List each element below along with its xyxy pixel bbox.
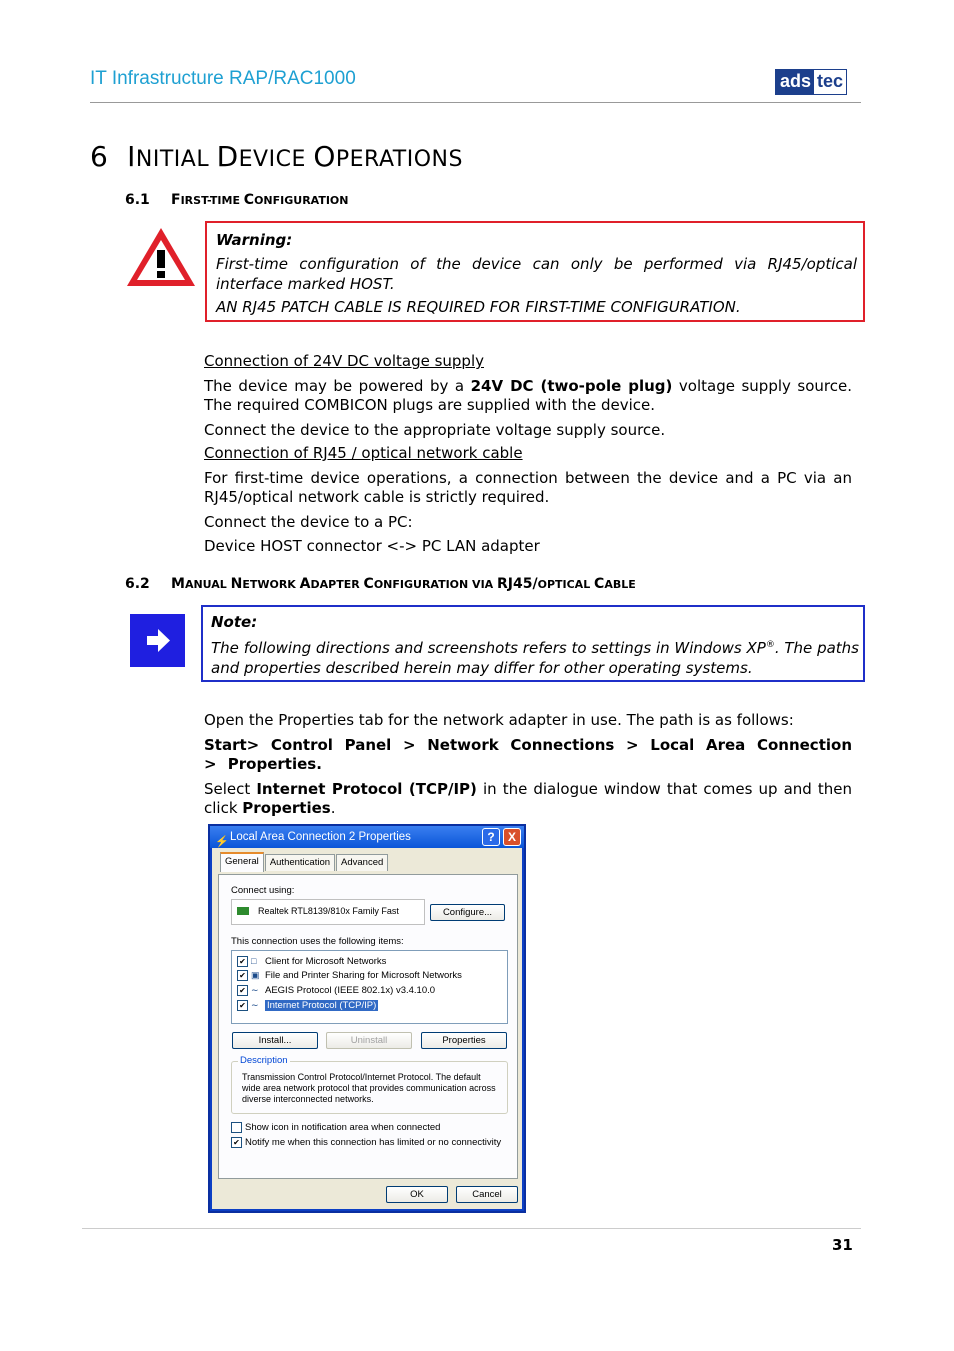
connect-using-label: Connect using: bbox=[231, 885, 295, 896]
show-icon-checkbox[interactable] bbox=[231, 1122, 242, 1133]
checkbox-client[interactable]: ✔ bbox=[237, 956, 248, 967]
paragraph-rj45: For first-time device operations, a connection between the device and a PC via an RJ45/optical network cable is strictly required. bbox=[204, 468, 852, 506]
logo-right: tec bbox=[814, 70, 846, 94]
warning-triangle-icon bbox=[125, 226, 197, 288]
printer-icon: ▣ bbox=[251, 970, 260, 980]
arrow-right-icon bbox=[130, 614, 185, 667]
checkbox-aegis[interactable]: ✔ bbox=[237, 985, 248, 996]
notify-checkbox[interactable]: ✔ bbox=[231, 1137, 242, 1148]
description-text: Transmission Control Protocol/Internet Protocol. The default wide area network protocol that provides communication across diverse interconnected networks. bbox=[242, 1072, 496, 1104]
tab-authentication[interactable]: Authentication bbox=[265, 854, 335, 871]
paragraph-select-tcpip: Select Internet Protocol (TCP/IP) in the dialogue window that comes up and then click Properties. bbox=[204, 779, 853, 817]
protocol-icon: ∼ bbox=[251, 985, 259, 995]
paragraph-connect-pc: Connect the device to a PC: bbox=[204, 512, 413, 531]
warning-caps-text: AN RJ45 PATCH CABLE IS REQUIRED FOR FIRST-TIME CONFIGURATION. bbox=[216, 298, 741, 316]
tab-strip bbox=[220, 854, 389, 872]
warning-box bbox=[205, 221, 865, 322]
list-item[interactable]: ✔ ▣ File and Printer Sharing for Microsoft Networks bbox=[237, 969, 462, 982]
dialog-titlebar bbox=[210, 826, 524, 848]
body-section-2 bbox=[204, 711, 852, 819]
chapter-number: 6 bbox=[90, 140, 109, 173]
items-list[interactable] bbox=[231, 950, 508, 1024]
note-text: The following directions and screenshots refers to settings in Windows XP®. The paths and properties described herein may differ for other operating systems. bbox=[211, 639, 860, 677]
section-heading-6-1: 6.1 FIRST-TIME CONFIGURATION bbox=[125, 192, 349, 208]
checkbox-file-sharing[interactable]: ✔ bbox=[237, 970, 248, 981]
subheading-voltage: Connection of 24V DC voltage supply bbox=[204, 352, 484, 370]
header-title: IT Infrastructure RAP/RAC1000 bbox=[90, 68, 356, 89]
show-icon-option[interactable]: Show icon in notification area when connected bbox=[231, 1122, 440, 1133]
ok-button[interactable]: OK bbox=[386, 1186, 448, 1203]
client-icon: □ bbox=[251, 956, 257, 966]
warning-label: Warning: bbox=[216, 231, 293, 249]
page-number: 31 bbox=[832, 1236, 853, 1254]
uninstall-button[interactable]: Uninstall bbox=[326, 1032, 412, 1049]
general-panel bbox=[218, 874, 518, 1179]
items-label: This connection uses the following items: bbox=[231, 936, 404, 947]
paragraph-voltage: The device may be powered by a 24V DC (two-pole plug) voltage supply source. The required COMBICON plugs are supplied with the device. bbox=[204, 376, 852, 414]
list-item[interactable]: ✔ ∼ AEGIS Protocol (IEEE 802.1x) v3.4.10.0 bbox=[237, 984, 435, 997]
note-box bbox=[201, 605, 865, 682]
section-heading-6-2: 6.2 MANUAL NETWORK ADAPTER CONFIGURATION VIA RJ45/OPTICAL CABLE bbox=[125, 576, 636, 592]
header-rule bbox=[90, 102, 861, 103]
cancel-button[interactable]: Cancel bbox=[456, 1186, 518, 1203]
footer-rule bbox=[82, 1228, 861, 1229]
properties-dialog bbox=[208, 824, 526, 1213]
install-button[interactable]: Install... bbox=[232, 1032, 318, 1049]
network-card-icon bbox=[237, 907, 249, 915]
dialog-body bbox=[212, 848, 522, 1209]
adapter-name: Realtek RTL8139/810x Family Fast bbox=[258, 906, 399, 916]
dialog-title: Local Area Connection 2 Properties bbox=[230, 831, 411, 843]
adstec-logo bbox=[775, 69, 847, 95]
paragraph-host-connector: Device HOST connector <-> PC LAN adapter bbox=[204, 537, 540, 555]
chapter-heading: 6 INITIAL DEVICE OPERATIONS bbox=[90, 140, 463, 173]
network-icon: ⚡ bbox=[215, 836, 229, 848]
description-group bbox=[231, 1055, 508, 1114]
warning-text: First-time configuration of the device can only be performed via RJ45/optical interface marked HOST. bbox=[216, 255, 857, 293]
close-button[interactable]: X bbox=[503, 828, 521, 846]
properties-button[interactable]: Properties bbox=[421, 1032, 507, 1049]
note-label: Note: bbox=[211, 613, 258, 631]
list-item[interactable]: ✔ □ Client for Microsoft Networks bbox=[237, 955, 386, 968]
adapter-field bbox=[231, 899, 425, 925]
protocol-icon: ∼ bbox=[251, 1000, 259, 1010]
tab-general[interactable]: General bbox=[220, 852, 264, 872]
paragraph-connect-supply: Connect the device to the appropriate voltage supply source. bbox=[204, 420, 666, 439]
configure-button[interactable]: Configure... bbox=[430, 904, 505, 921]
paragraph-path: Start> Control Panel > Network Connections > Local Area Connection > Properties. bbox=[204, 735, 852, 773]
description-label: Description bbox=[240, 1055, 288, 1066]
tab-advanced[interactable]: Advanced bbox=[336, 854, 388, 871]
subheading-rj45: Connection of RJ45 / optical network cable bbox=[204, 444, 523, 462]
body-section-1 bbox=[204, 352, 852, 557]
notify-option[interactable]: ✔ Notify me when this connection has limited or no connectivity bbox=[231, 1137, 501, 1148]
list-item[interactable]: ✔ ∼ Internet Protocol (TCP/IP) bbox=[237, 999, 378, 1012]
logo-left: ads bbox=[776, 70, 814, 94]
checkbox-tcpip[interactable]: ✔ bbox=[237, 1000, 248, 1011]
help-button[interactable]: ? bbox=[482, 828, 500, 846]
paragraph-open-properties: Open the Properties tab for the network adapter in use. The path is as follows: bbox=[204, 711, 794, 729]
